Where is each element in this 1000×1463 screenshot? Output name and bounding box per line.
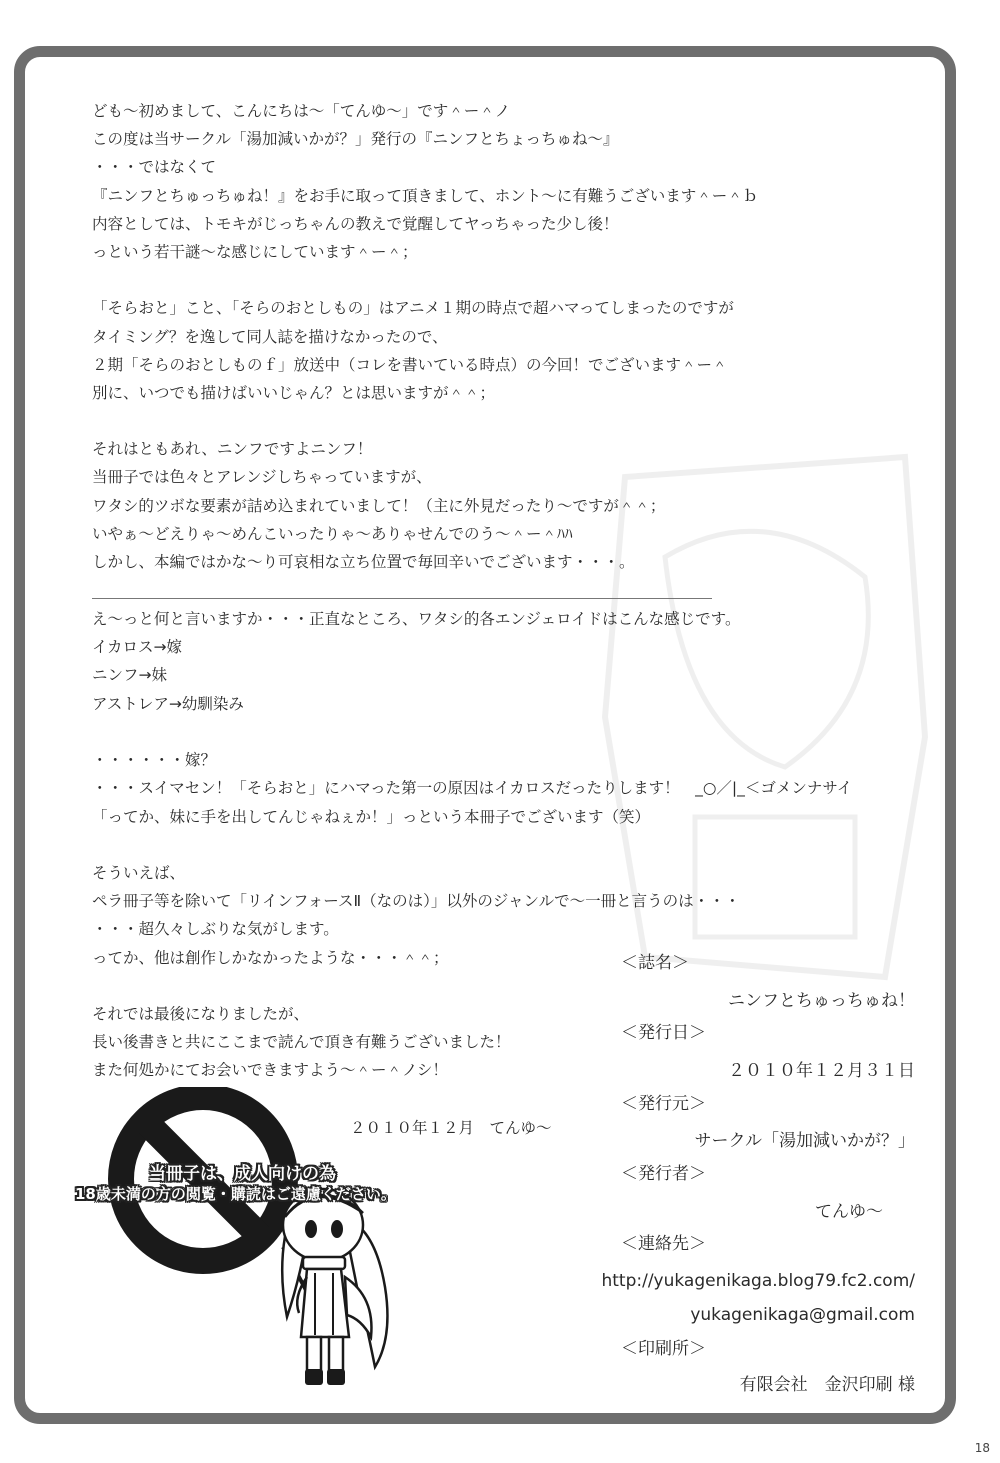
afterword-line: ・・・超久々しぶりな気がします。	[92, 920, 339, 938]
chibi-character-icon	[282, 1189, 387, 1385]
afterword-line: ワタシ的ツボな要素が詰め込まれていまして！（主に外見だったり〜ですが＾＾；	[92, 497, 666, 515]
afterword-line: 「そらおと」こと、「そらのおとしもの」はアニメ１期の時点で超ハマってしまったのですが	[92, 299, 734, 317]
afterword-line: タイミング？を逸して同人誌を描けなかったので、	[92, 328, 448, 346]
afterword-line: 「ってか、妹に手を出してんじゃねぇか！」っという本冊子でございます（笑）	[92, 808, 651, 826]
afterword-line: ニンフ→妹	[92, 666, 167, 684]
afterword-line: え〜っと何と言いますか・・・正直なところ、ワタシ的各エンジェロイドはこんな感じです。	[92, 610, 741, 628]
afterword-line: ・・・ではなくて	[92, 158, 217, 176]
colophon-publisher-head: ＜発行元＞	[621, 1094, 706, 1114]
page-frame	[14, 46, 956, 1424]
afterword-line: 当冊子では色々とアレンジしちゃっていますが、	[92, 468, 432, 486]
colophon-title-head: ＜誌名＞	[621, 953, 689, 973]
warning-text-line2: 18歳未満の方の閲覧・購読はご遠慮ください。	[75, 1185, 396, 1203]
colophon-title: ニンフとちゅっちゅね！	[728, 991, 915, 1011]
afterword-line: ペラ冊子等を除いて「リインフォースⅡ（なのは）」以外のジャンルで〜一冊と言うのは・・・	[92, 892, 741, 910]
prohibition-sign-icon	[75, 1087, 415, 1407]
afterword-line: 内容としては、トモキがじっちゃんの教えで覚醒してヤっちゃった少し後！	[92, 215, 619, 233]
afterword-line: 『ニンフとちゅっちゅね！』をお手に取って頂きまして、ホント〜に有難うございます＾ー＾ｂ	[92, 187, 759, 205]
colophon-url: http://yukagenikaga.blog79.fc2.com/	[601, 1271, 915, 1291]
afterword-line: ・・・スイマセン！「そらおと」にハマった第一の原因はイカロスだったりします！ _○／|_＜ゴメンナサイ	[92, 779, 853, 797]
colophon-publisher: サークル「湯加減いかが？」	[694, 1131, 915, 1151]
afterword-line: イカロス→嫁	[92, 638, 183, 656]
colophon-date-head: ＜発行日＞	[621, 1023, 706, 1043]
colophon-printer-head: ＜印刷所＞	[621, 1339, 706, 1359]
age-warning-illustration	[75, 1087, 415, 1407]
afterword-line: ・・・・・・嫁？	[92, 751, 217, 769]
afterword-line: ってか、他は創作しかなかったような・・・＾＾；	[92, 949, 449, 967]
colophon-contact-head: ＜連絡先＞	[621, 1234, 706, 1254]
afterword-line: 長い後書きと共にここまで読んで頂き有難うございました！	[92, 1033, 511, 1051]
colophon-email: yukagenikaga@gmail.com	[690, 1305, 915, 1325]
afterword-line: 別に、いつでも描けばいいじゃん？とは思いますが＾＾；	[92, 384, 496, 402]
afterword-line: また何処かにてお会いできますよう〜＾ー＾ノシ！	[92, 1061, 448, 1079]
colophon-printer: 有限会社 金沢印刷 様	[739, 1375, 915, 1395]
page-number: 18	[974, 1441, 990, 1455]
afterword-line: アストレア→幼馴染み	[92, 695, 244, 713]
afterword-line: いやぁ〜どえりゃ〜めんこいったりゃ〜ありゃせんでのう〜＾ー＾ﾊﾊ	[92, 525, 573, 543]
afterword-line: しかし、本編ではかな〜り可哀相な立ち位置で毎回辛いでございます・・・。	[92, 553, 635, 571]
afterword-line: それはともあれ、ニンフですよニンフ！	[92, 440, 373, 458]
page-content	[25, 57, 945, 1413]
colophon-author-head: ＜発行者＞	[621, 1164, 706, 1184]
afterword-line: この度は当サークル「湯加減いかが？」発行の『ニンフとちょっちゅね〜』	[92, 130, 619, 148]
section-divider	[92, 598, 712, 599]
afterword-line: ２期「そらのおとしものｆ」放送中（コレを書いている時点）の今回！でございます＾ー＾	[92, 356, 728, 374]
afterword-line: そういえば、	[92, 864, 186, 882]
warning-text-line1: 当冊子は、成人向けの為	[149, 1164, 336, 1184]
background-ghost-illustration	[585, 437, 945, 997]
colophon-date: ２０１０年１２月３１日	[728, 1061, 915, 1081]
signature-date: ２０１０年１２月 てんゆ〜	[350, 1119, 552, 1137]
afterword-line: それでは最後になりましたが、	[92, 1005, 310, 1023]
afterword-line: ども〜初めまして、こんにちは〜「てんゆ〜」です＾ー＾ノ	[92, 102, 511, 120]
colophon-author: てんゆ〜	[815, 1202, 883, 1222]
afterword-line: っという若干謎〜な感じにしています＾ー＾；	[92, 243, 418, 261]
